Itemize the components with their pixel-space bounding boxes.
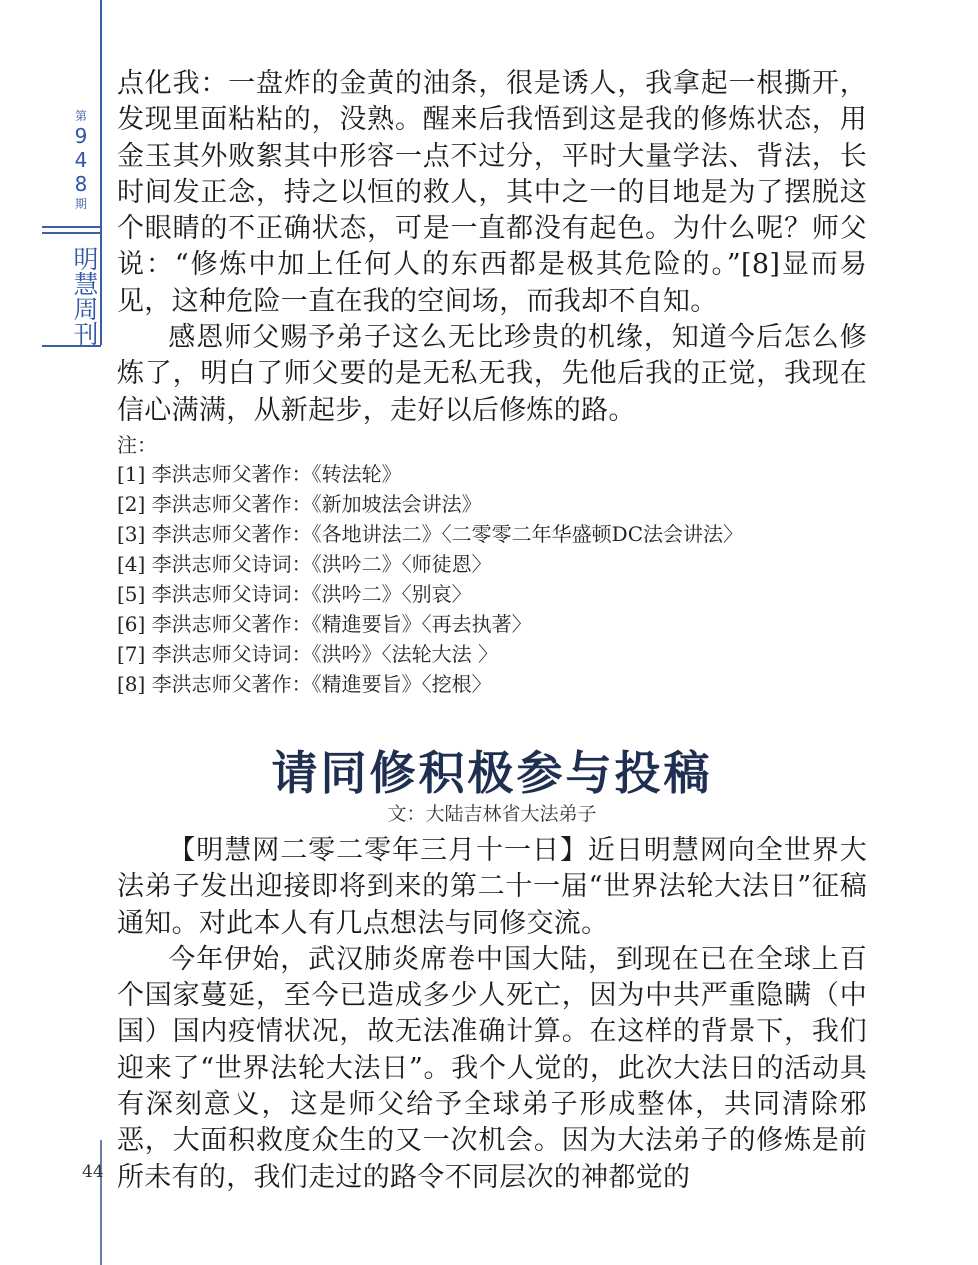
- article-title: 请同修积极参与投稿: [271, 745, 713, 800]
- note-item: [1] 李洪志师父著作：《转法轮》: [117, 461, 402, 486]
- note-item: [8] 李洪志师父著作：《精進要旨》〈挖根〉: [117, 671, 492, 696]
- margin-rule-bottom: [100, 1140, 102, 1265]
- note-item: [2] 李洪志师父著作：《新加坡法会讲法》: [117, 491, 482, 516]
- issue-digit: 8: [74, 172, 88, 196]
- body-paragraph: 感恩师父赐予弟子这么无比珍贵的机缘，知道今后怎么修炼了，明白了师父要的是无私无我，先他后我的正觉，我现在信心满满，从新起步，走好以后修炼的路。: [117, 322, 867, 426]
- note-item: [7] 李洪志师父诗词：《洪吟》〈法轮大法 〉: [117, 641, 499, 666]
- issue-number: [62, 108, 100, 212]
- body-paragraph: 点化我：一盘炸的金黄的油条，很是诱人，我拿起一根撕开，发现里面粘粘的，没熟。醒来后我悟到这是我的修炼状态，用金玉其外败絮其中形容一点不过分，平时大量学法、背法，长时间发正念，持之以恒的救人，其中之一的目地是为了摆脱这个眼睛的不正确状态，可是一直都没有起色。为什么呢？师父说：“修炼中加上任何人的东西都是极其危险的。”[8]显而易见，这种危险一直在我的空间场，而我却不自知。: [117, 68, 867, 317]
- issue-digit: 9: [74, 124, 88, 148]
- notes-section: [117, 431, 867, 699]
- margin-divider-1: [42, 226, 101, 228]
- note-item: [6] 李洪志师父著作：《精進要旨》〈再去执著〉: [117, 611, 532, 636]
- margin-rule-top: [100, 0, 102, 345]
- margin-divider-2: [42, 232, 101, 234]
- note-item: [5] 李洪志师父诗词：《洪吟二》〈别哀〉: [117, 581, 472, 606]
- page-content: [117, 66, 867, 1196]
- magazine-name: 明慧周刊: [70, 246, 99, 346]
- notes-label: 注：: [117, 432, 157, 457]
- note-item: [4] 李洪志师父诗词：《洪吟二》〈师徒恩〉: [117, 551, 492, 576]
- page-number: 44: [82, 1162, 104, 1182]
- issue-suffix: 期: [74, 197, 87, 211]
- issue-digit: 4: [74, 148, 88, 172]
- article-paragraph: 【明慧网二零二零年三月十一日】近日明慧网向全世界大法弟子发出迎接即将到来的第二十一届“世界法轮大法日”征稿通知。对此本人有几点想法与同修交流。: [117, 834, 867, 939]
- note-item: [3] 李洪志师父著作：《各地讲法二》〈二零零二年华盛顿DC法会讲法〉: [117, 521, 744, 546]
- article-paragraph: 今年伊始，武汉肺炎席卷中国大陆，到现在已在全球上百个国家蔓延，至今已造成多少人死亡，因为中共严重隐瞒（中国）国内疫情状况，故无法准确计算。在这样的背景下，我们迎来了“世界法轮大法日”。我个人觉的，此次大法日的活动具有深刻意义，这是师父给予全球弟子形成整体，共同清除邪恶，大面积救度众生的又一次机会。因为大法弟子的修炼是前所未有的，我们走过的路令不同层次的神都觉的: [117, 943, 867, 1193]
- issue-prefix: 第: [74, 109, 87, 123]
- article-byline: 文：大陆吉林省大法弟子: [387, 802, 597, 825]
